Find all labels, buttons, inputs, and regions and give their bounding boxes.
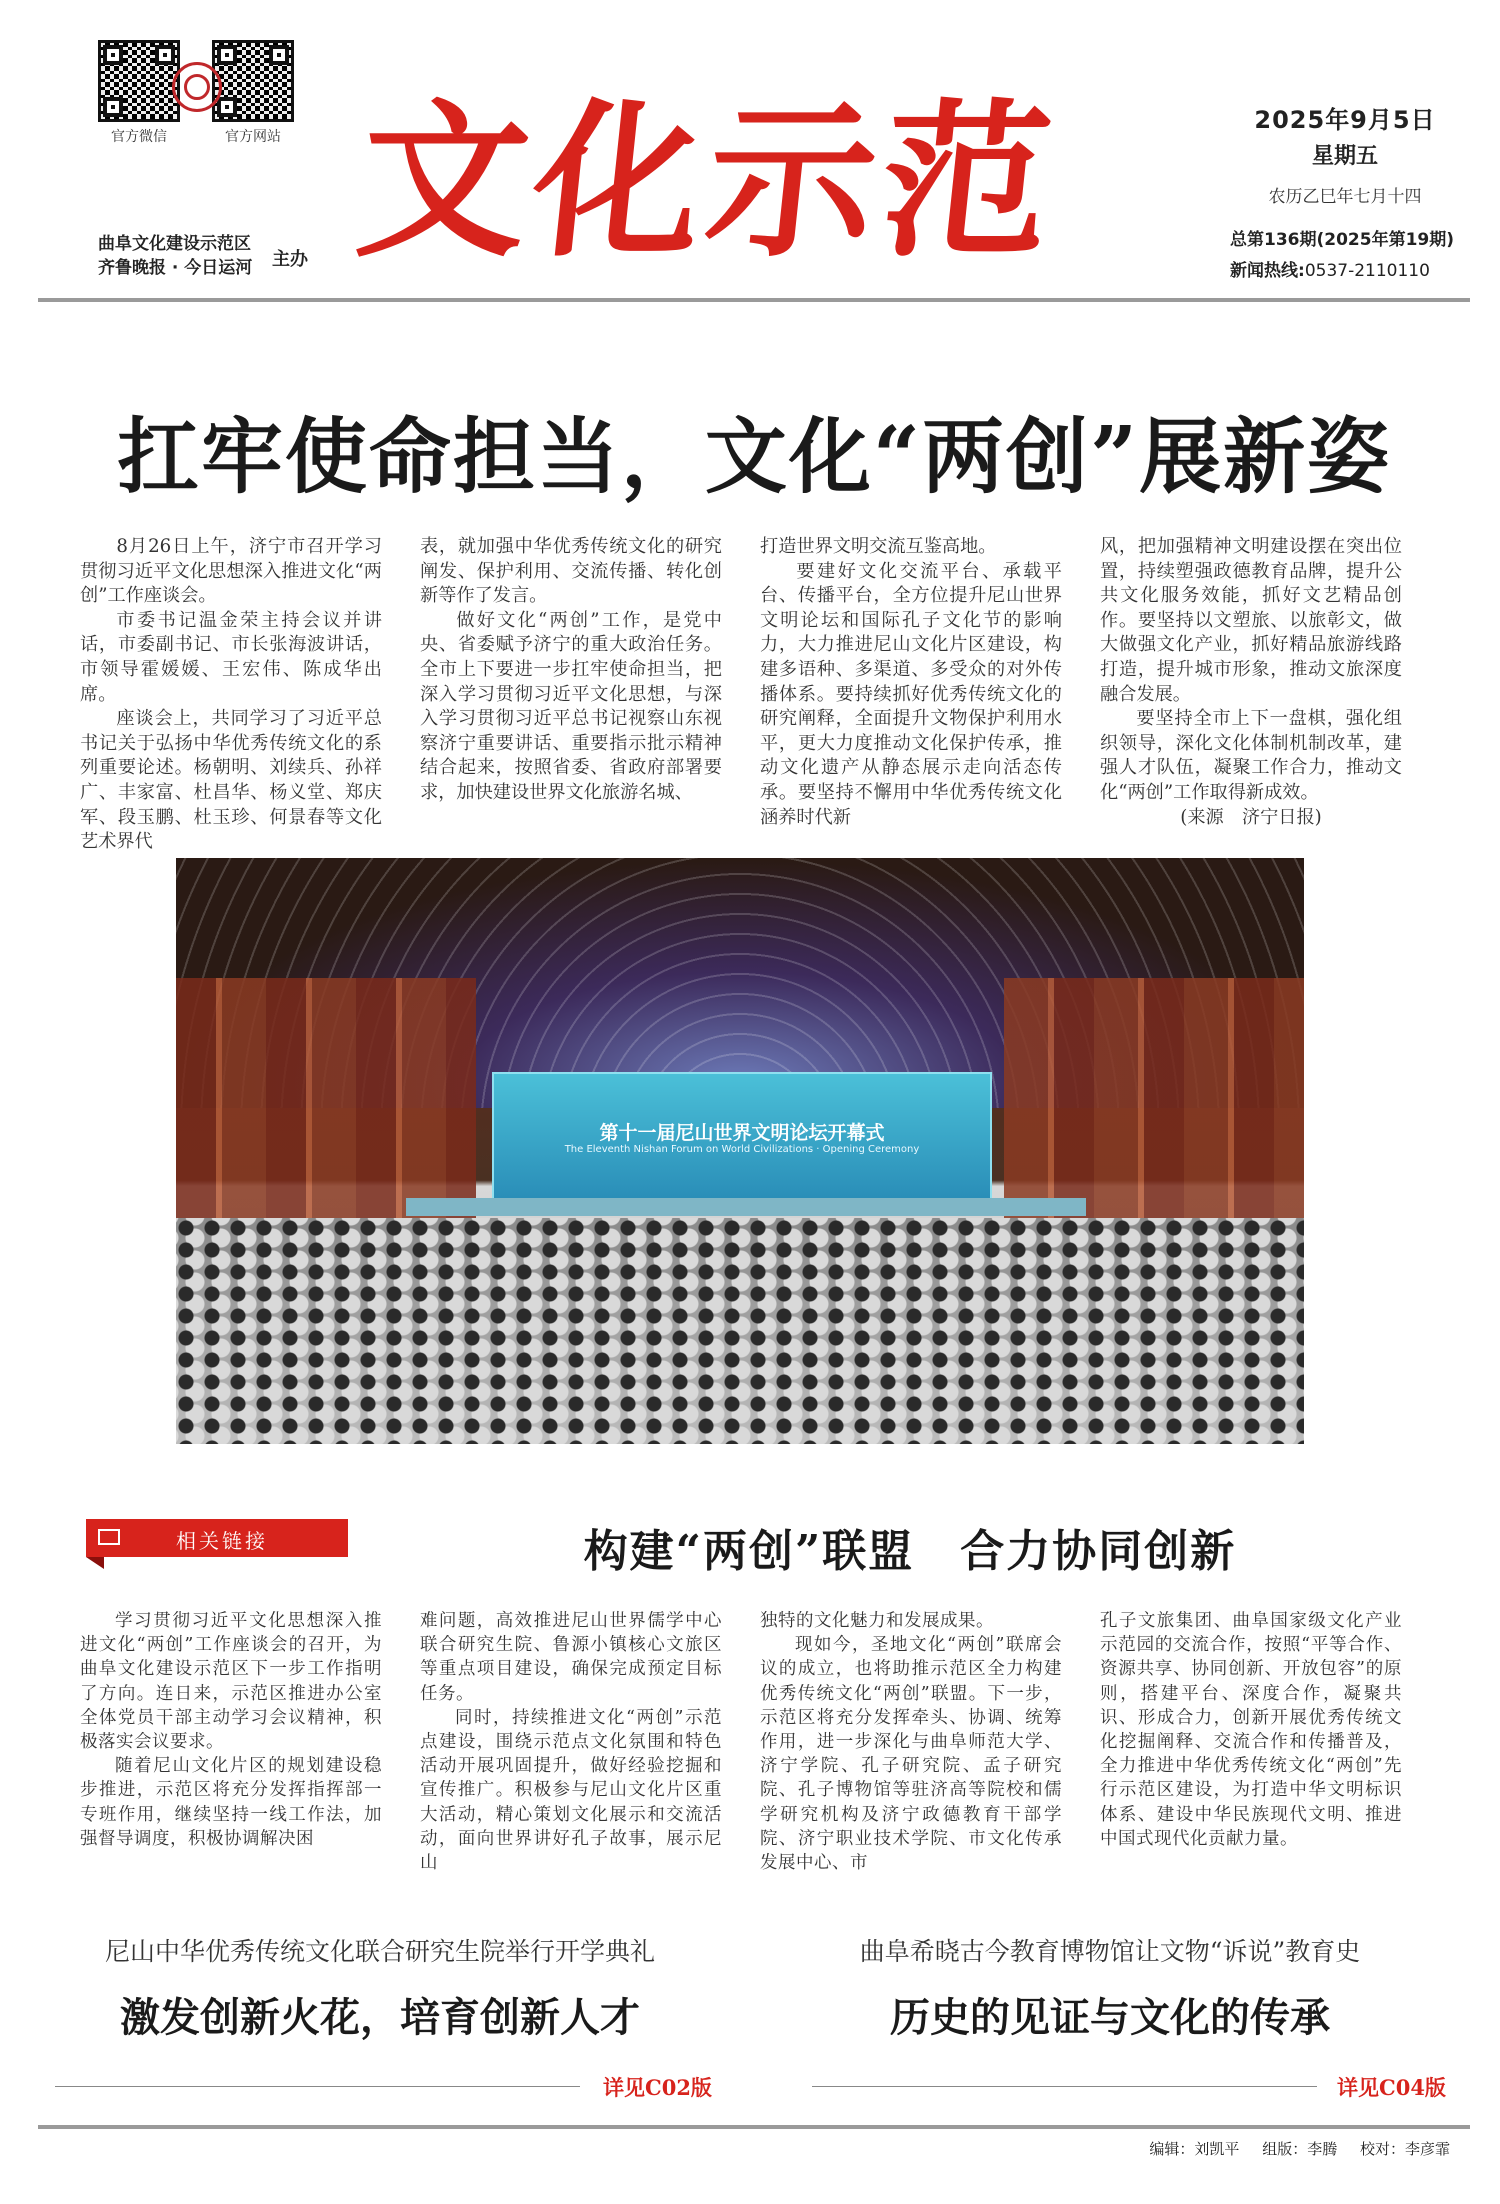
related-article-body [80,1609,1402,1874]
qr-wechat[interactable] [98,40,180,146]
sponsor-label: 主办 [272,249,308,270]
stage-floor [406,1198,1086,1216]
masthead-divider [38,298,1470,302]
paragraph: 8月26日上午，济宁市召开学习贯彻习近平文化思想深入推进文化“两创”工作座谈会。 [80,536,382,607]
page-credits [1149,2138,1450,2159]
paragraph: 随着尼山文化片区的规划建设稳步推进，示范区将充分发挥指挥部一专班作用，继续坚持一线工作法，加强督导调度，积极协调解决困 [80,1756,382,1849]
paragraph: 要坚持全市上下一盘棋，强化组织领导，深化文化体制机制改革，建强人才队伍，凝聚工作合力，推动文化“两创”工作取得新成效。 [1100,708,1402,803]
see-page-link[interactable]: 详见C04版 [1337,2075,1446,2100]
paragraph: 同时，持续推进文化“两创”示范点建设，围绕示范点文化氛围和特色活动开展巩固提升，做好经验挖掘和宣传推广。积极参与尼山文化片区重大活动，精心策划文化展示和交流活动，面向世界讲好孔子故事，展示尼山 [420,1707,722,1874]
paragraph: 市委书记温金荣主持会议并讲话，市委副书记、市长张海波讲话，市领导霍媛媛、王宏伟、陈成华出席。 [80,609,382,705]
teaser-title: 历史的见证与文化的传承 [890,1994,1330,2041]
masthead-title: 文化示范 [349,84,1067,280]
article-column [420,1609,722,1874]
article-source: (来源 济宁日报) [1180,806,1322,828]
article-column [1100,1609,1402,1849]
qr-code-icon [212,40,294,122]
credit-layout: 组版：李腾 [1262,2140,1338,2158]
qr-caption: 官方微信 [111,129,167,145]
lead-article-body [80,535,1402,853]
footer-divider [38,2125,1470,2129]
stage-screen-subtitle: The Eleventh Nishan Forum on World Civilizations · Opening Ceremony [564,1144,920,1155]
paragraph: 独特的文化魅力和发展成果。 [760,1611,994,1631]
credit-proof: 校对：李彦霏 [1359,2140,1450,2158]
paragraph: 现如今，圣地文化“两创”联席会议的成立，也将助推示范区全力构建优秀传统文化“两创”联盟。下一步，示范区将充分发挥牵头、协调、统筹作用，进一步深化与曲阜师范大学、济宁学院、孔子研究院、孟子研究院、孔子博物馆等驻济高等院校和儒学研究机构及济宁政德教育干部学院、济宁职业技术学院、市文化传承发展中心、市 [760,1635,1062,1874]
sponsor-name: 齐鲁晚报 · 今日运河 [98,258,253,278]
see-page-link[interactable]: 详见C02版 [603,2075,712,2100]
audience-crowd [176,1218,1304,1444]
paragraph: 表，就加强中华优秀传统文化的研究阐发、保护利用、交流传播、转化创新等作了发言。 [420,536,722,607]
paragraph: 孔子文旅集团、曲阜国家级文化产业示范园的交流合作，按照“平等合作、资源共享、协同创新、开放包容”的原则，搭建平台、深度合作，凝聚共识、形成合力，创新开展优秀传统文化挖掘阐释、交流合作和传播普及，全力推进中华优秀传统文化“两创”先行示范区建设，为打造中华文明标识体系、建设中华民族现代文明、推进中国式现代化贡献力量。 [1100,1611,1402,1849]
tag-label: 相关链接 [176,1529,268,1553]
teaser-rule [55,2086,580,2087]
teaser-c04[interactable] [770,1932,1450,2043]
paragraph: 要建好文化交流平台、承载平台、传播平台，全方位提升尼山世界文明论坛和国际孔子文化节的影响力，大力推进尼山文化片区建设，构建多语种、多渠道、多受众的对外传播体系。要持续抓好优秀传统文化的研究阐释，全面提升文物保护利用水平，更大力度推动文化保护传承，推动文化遗产从静态展示走向活态传承。要坚持不懈用中华优秀传统文化涵养时代新 [760,560,1062,828]
emblem-seal-icon [172,62,222,112]
paragraph: 难问题，高效推进尼山世界儒学中心联合研究生院、鲁源小镇核心文旅区等重点项目建设，确保完成预定目标任务。 [420,1611,722,1704]
hotline [1230,256,1460,281]
forum-photo [176,858,1304,1444]
date-block [1230,100,1460,281]
related-links-tag [86,1519,348,1557]
paragraph: 做好文化“两创”工作，是党中央、省委赋予济宁的重大政治任务。全市上下要进一步扛牢使命担当，把深入学习贯彻习近平文化思想，与深入学习贯彻习近平总书记视察山东视察济宁重要讲话、重要指示批示精神结合起来，按照省委、省政府部署要求，加快建设世界文化旅游名城、 [420,609,722,803]
article-column [80,1609,382,1849]
sponsor-name: 曲阜文化建设示范区 [98,234,251,254]
paragraph: 学习贯彻习近平文化思想深入推进文化“两创”工作座谈会的召开，为曲阜文化建设示范区下一步工作指明了方向。连日来，示范区推进办公室全体党员干部主动学习会议精神，积极落实会议要求。 [80,1611,382,1753]
hotline-number: 0537-2110110 [1304,261,1430,281]
lead-headline: 扛牢使命担当，文化“两创”展新姿 [116,409,1392,505]
stage-screen-title: 第十一届尼山世界文明论坛开幕式 [599,1122,885,1144]
issue-number: 总第136期(2025年第19期) [1230,230,1454,250]
tag-box-icon [98,1529,120,1545]
paragraph: 风，把加强精神文明建设摆在突出位置，持续塑强政德教育品牌，提升公共文化服务效能，抓好文艺精品创作。要坚持以文塑旅、以旅彰文，做大做强文化产业，抓好精品旅游线路打造，提升城市形象，推动文旅深度融合发展。 [1100,536,1402,705]
credit-editor: 编辑：刘凯平 [1149,2140,1240,2158]
teaser-rule [812,2086,1317,2087]
weekday: 星期五 [1311,144,1378,169]
teaser-kicker: 曲阜希晓古今教育博物馆让文物“诉说”教育史 [859,1937,1361,1966]
qr-code-icon [98,40,180,122]
related-headline: 构建“两创”联盟 合力协同创新 [583,1526,1237,1577]
qr-caption: 官方网站 [225,129,281,145]
article-column [80,535,382,853]
article-column [760,535,1062,828]
issue-date: 2025年9月5日 [1254,106,1436,134]
article-column [1100,535,1402,828]
paragraph: 打造世界文明交流互鉴高地。 [760,536,997,557]
lunar-date: 农历乙巳年七月十四 [1268,187,1422,207]
paragraph: 座谈会上，共同学习了习近平总书记关于弘扬中华优秀传统文化的系列重要论述。杨朝明、刘续兵、孙祥广、丰家富、杜昌华、杨义堂、郑庆军、段玉鹏、杜玉珍、何景春等文化艺术界代 [80,708,382,853]
teaser-c02[interactable] [40,1932,720,2043]
stage-screen [492,1072,992,1200]
sponsor-list [98,232,252,280]
teaser-title: 激发创新火花，培育创新人才 [120,1994,640,2041]
hotline-label: 新闻热线: [1230,261,1305,281]
qr-website[interactable] [212,40,294,146]
article-column [420,535,722,813]
teaser-kicker: 尼山中华优秀传统文化联合研究生院举行开学典礼 [104,1937,655,1966]
article-column [760,1609,1062,1874]
